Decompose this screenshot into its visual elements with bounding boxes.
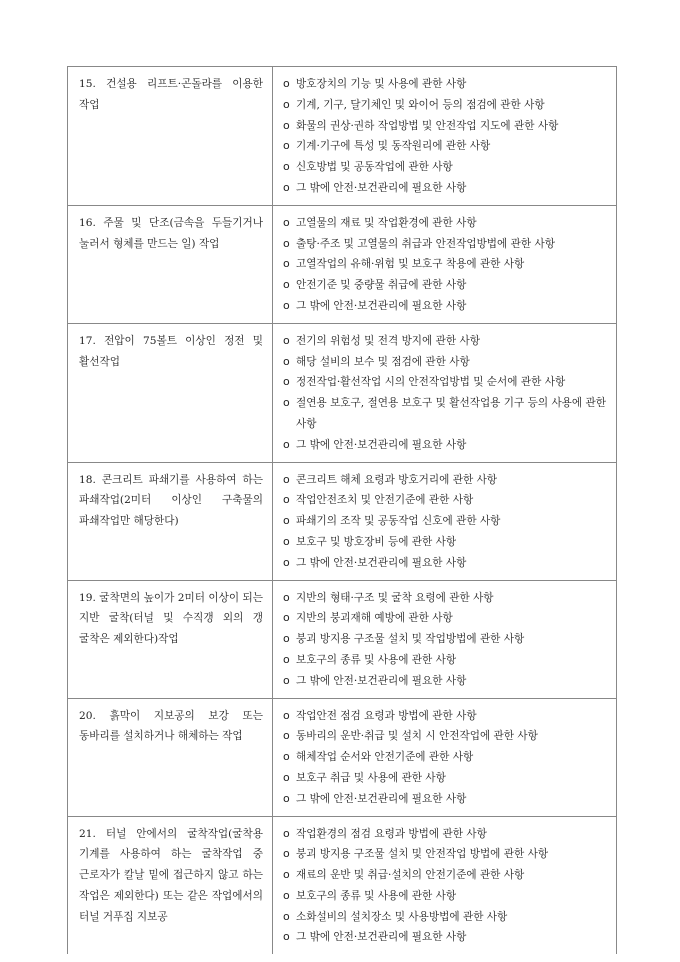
work-type-cell: 19. 굴착면의 높이가 2미터 이상이 되는 지반 굴착(터널 및 수직갱 외의 갱 굴착은 제외한다)작업: [68, 580, 273, 698]
list-item: o 절연용 보호구, 절연용 보호구 및 활선작업용 기구 등의 사용에 관한 사항: [282, 393, 612, 435]
list-item: o 그 밖에 안전·보건관리에 필요한 사항: [282, 296, 612, 317]
training-item-list: [282, 706, 612, 810]
list-item: o 지반의 붕괴재해 예방에 관한 사항: [282, 608, 612, 629]
table-row: [68, 462, 617, 580]
list-item: o 보호구 및 방호장비 등에 관한 사항: [282, 532, 612, 553]
list-item: o 그 밖에 안전·보건관리에 필요한 사항: [282, 435, 612, 456]
table-row: [68, 580, 617, 698]
list-item: o 화물의 권상·권하 작업방법 및 안전작업 지도에 관한 사항: [282, 116, 612, 137]
list-item: o 전기의 위험성 및 전격 방지에 관한 사항: [282, 331, 612, 352]
training-items-cell: [273, 205, 617, 323]
list-item: o 재료의 운반 및 취급·설치의 안전기준에 관한 사항: [282, 865, 612, 886]
list-item: o 작업안전 점검 요령과 방법에 관한 사항: [282, 706, 612, 727]
table-row: [68, 67, 617, 206]
list-item: o 신호방법 및 공동작업에 관한 사항: [282, 157, 612, 178]
training-items-cell: [273, 323, 617, 462]
list-item: o 방호장치의 기능 및 사용에 관한 사항: [282, 74, 612, 95]
training-item-list: [282, 74, 612, 199]
list-item: o 그 밖에 안전·보건관리에 필요한 사항: [282, 789, 612, 810]
list-item: o 보호구의 종류 및 사용에 관한 사항: [282, 650, 612, 671]
list-item: o 파쇄기의 조작 및 공동작업 신호에 관한 사항: [282, 511, 612, 532]
list-item: o 작업환경의 점검 요령과 방법에 관한 사항: [282, 824, 612, 845]
work-type-cell: 17. 전압이 75볼트 이상인 정전 및 활선작업: [68, 323, 273, 462]
work-type-cell: 16. 주물 및 단조(금속을 두들기거나 눌러서 형체를 만드는 일) 작업: [68, 205, 273, 323]
training-item-list: [282, 331, 612, 456]
list-item: o 그 밖에 안전·보건관리에 필요한 사항: [282, 927, 612, 948]
list-item: o 보호구의 종류 및 사용에 관한 사항: [282, 886, 612, 907]
list-item: o 출탕·주조 및 고열물의 취급과 안전작업방법에 관한 사항: [282, 234, 612, 255]
list-item: o 기계, 기구, 달기체인 및 와이어 등의 점검에 관한 사항: [282, 95, 612, 116]
work-type-cell: 18. 콘크리트 파쇄기를 사용하여 하는 파쇄작업(2미터 이상인 구축물의 파쇄작업만 해당한다): [68, 462, 273, 580]
training-items-cell: [273, 816, 617, 954]
list-item: o 정전작업·활선작업 시의 안전작업방법 및 순서에 관한 사항: [282, 372, 612, 393]
training-item-list: [282, 470, 612, 574]
training-item-list: [282, 213, 612, 317]
table-row: [68, 698, 617, 816]
list-item: o 그 밖에 안전·보건관리에 필요한 사항: [282, 671, 612, 692]
list-item: o 작업안전조치 및 안전기준에 관한 사항: [282, 490, 612, 511]
safety-training-table: [67, 66, 617, 954]
list-item: o 소화설비의 설치장소 및 사용방법에 관한 사항: [282, 907, 612, 928]
training-items-cell: [273, 462, 617, 580]
list-item: o 그 밖에 안전·보건관리에 필요한 사항: [282, 553, 612, 574]
list-item: o 그 밖에 안전·보건관리에 필요한 사항: [282, 178, 612, 199]
table-row: [68, 323, 617, 462]
list-item: o 안전기준 및 중량물 취급에 관한 사항: [282, 275, 612, 296]
training-items-cell: [273, 698, 617, 816]
training-item-list: [282, 588, 612, 692]
training-item-list: [282, 824, 612, 949]
work-type-cell: 21. 터널 안에서의 굴착작업(굴착용 기계를 사용하여 하는 굴착작업 중 근로자가 칼날 밑에 접근하지 않고 하는 작업은 제외한다) 또는 같은 작업에서의 터널 거푸집 지보공: [68, 816, 273, 954]
table-row: [68, 205, 617, 323]
list-item: o 동바리의 운반·취급 및 설치 시 안전작업에 관한 사항: [282, 726, 612, 747]
list-item: o 붕괴 방지용 구조물 설치 및 안전작업 방법에 관한 사항: [282, 844, 612, 865]
work-type-cell: 20. 흙막이 지보공의 보강 또는 동바리를 설치하거나 해체하는 작업: [68, 698, 273, 816]
list-item: o 고열작업의 유해·위험 및 보호구 착용에 관한 사항: [282, 254, 612, 275]
list-item: o 해체작업 순서와 안전기준에 관한 사항: [282, 747, 612, 768]
list-item: o 지반의 형태·구조 및 굴착 요령에 관한 사항: [282, 588, 612, 609]
list-item: o 고열물의 재료 및 작업환경에 관한 사항: [282, 213, 612, 234]
training-items-cell: [273, 580, 617, 698]
list-item: o 기계·기구에 특성 및 동작원리에 관한 사항: [282, 136, 612, 157]
list-item: o 해당 설비의 보수 및 점검에 관한 사항: [282, 352, 612, 373]
table-row: [68, 816, 617, 954]
list-item: o 보호구 취급 및 사용에 관한 사항: [282, 768, 612, 789]
list-item: o 콘크리트 해체 요령과 방호거리에 관한 사항: [282, 470, 612, 491]
training-items-cell: [273, 67, 617, 206]
table-body: [68, 67, 617, 955]
work-type-cell: 15. 건설용 리프트·곤돌라를 이용한 작업: [68, 67, 273, 206]
list-item: o 붕괴 방지용 구조물 설치 및 작업방법에 관한 사항: [282, 629, 612, 650]
